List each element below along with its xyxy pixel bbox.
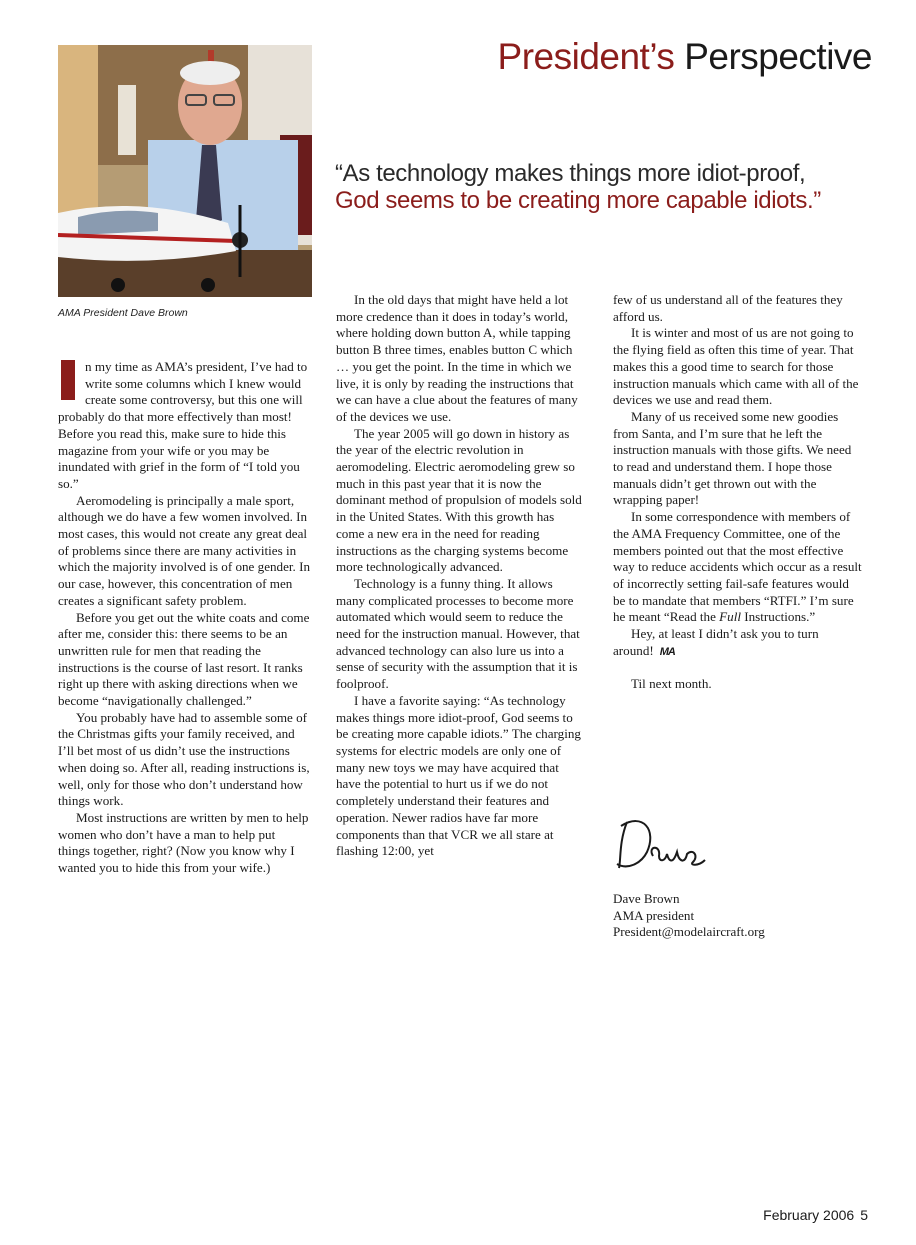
paragraph <box>58 359 310 493</box>
paragraph-text: Hey, at least I didn’t ask you to turn around! <box>613 626 819 658</box>
page-footer <box>763 1207 868 1223</box>
title-perspective: Perspective <box>684 36 872 77</box>
paragraph-text: n my time as AMA’s president, I’ve had to write some columns which I knew would create some controversy, but this one will probably do that more effectively than most! Before you read this, make sure to hide this magazine from your wife or you may be inundated with grief in the form of “I told you so.” <box>58 359 308 491</box>
author-name: Dave Brown <box>613 891 680 906</box>
paragraph-text: In some correspondence with members of the AMA Frequency Committee, one of the members pointed out that the most effective way to reduce accidents which occur as a result of incorrectly setting fail-safe features would be to mandate that members “RTFI.” I’m sure he meant “Read the <box>613 509 862 625</box>
paragraph: It is winter and most of us are not going to the flying field as often this time of year. That makes this a good time to search for those instruction manuals which came with all of the devices we use and read them. <box>613 325 859 408</box>
paragraph: The year 2005 will go down in history as the year of the electric revolution in aeromodeling. Electric aeromodeling grew so much in this past year that it is now the dominant method of propulsion of models sold in the United States. With this growth has come a new era in the need for reading instructions as the charging systems become more technologically advanced. <box>336 425 582 575</box>
dropcap <box>61 360 75 400</box>
photo-caption: AMA President Dave Brown <box>58 307 188 319</box>
paragraph: Before you get out the white coats and come after me, consider this: there seems to be an unwritten rule for men that reading the instructions is the course of last resort. It ranks right up there with asking directions when we become “navigationally challenged.” <box>58 609 310 709</box>
ama-end-mark: MA <box>659 645 675 658</box>
title-presidents: President’s <box>497 36 675 77</box>
author-role: AMA president <box>613 907 695 923</box>
page-title <box>498 36 872 78</box>
president-photo <box>58 45 312 297</box>
pull-quote-line-1: “As technology makes things more idiot-proof, <box>335 160 806 187</box>
paragraph <box>613 626 863 660</box>
paragraph <box>613 509 863 626</box>
paragraph: You probably have had to assemble some of the Christmas gifts your family received, and I’ll bet most of us didn’t use the instructions when doing so. After all, reading instructions is, well, only for those who don’t understand how things work. <box>58 709 310 809</box>
article-column-2 <box>336 292 584 860</box>
article-column-3 <box>613 292 863 693</box>
page-number: 5 <box>860 1207 868 1223</box>
issue-date: February 2006 <box>763 1207 855 1223</box>
paragraph-text: Instructions.” <box>741 609 816 625</box>
pull-quote <box>335 160 895 214</box>
pull-quote-line-2: God seems to be creating more capable idiots.” <box>335 187 821 214</box>
paragraph: I have a favorite saying: “As technology makes things more idiot-proof, God seems to be creating more capable idiots.” The charging systems for electric models are only one of many new toys we may have acquired that have the potential to hurt us if we do not completely understand their features and operation. Newer radios have far more components than that VCR we all stare at flashing 12:00, yet <box>336 692 581 859</box>
signoff: Til next month. <box>631 676 712 692</box>
paragraph: Many of us received some new goodies from Santa, and I’m sure that he left the instruction manuals with those gifts. We need to read and understand them. I hope those manuals didn’t get thrown out with the wrapping paper! <box>613 408 852 508</box>
paragraph: Technology is a funny thing. It allows many complicated processes to become more automated which would seem to reduce the need for the instruction manual. However, that advanced technology can also lure us into a sense of security with the assumption that it is foolproof. <box>336 575 580 692</box>
signature <box>613 812 713 874</box>
signature-block <box>613 891 765 941</box>
emphasis-full: Full <box>719 609 741 625</box>
paragraph: few of us understand all of the features they afford us. <box>613 292 843 324</box>
paragraph: Aeromodeling is principally a male sport, although we do have a few women involved. In most cases, this would not create any great deal of problems since there are many activities in which the majority involved is of one gender. In our case, however, this concentration of men creates a significant safety problem. <box>58 492 310 608</box>
author-email: President@modelaircraft.org <box>613 924 765 940</box>
paragraph: Most instructions are written by men to help women who don’t have a man to help put things together, right? (Now you know why I wanted you to hide this from your wife.) <box>58 809 309 876</box>
paragraph: In the old days that might have held a lot more credence than it does in today’s world, where holding down button A, while tapping button B three times, enables button C which … you get the point. In the time in which we live, it is only by reading the instructions that we can have a clue about the features of many of the devices we use. <box>336 292 578 424</box>
article-column-1 <box>58 359 310 877</box>
